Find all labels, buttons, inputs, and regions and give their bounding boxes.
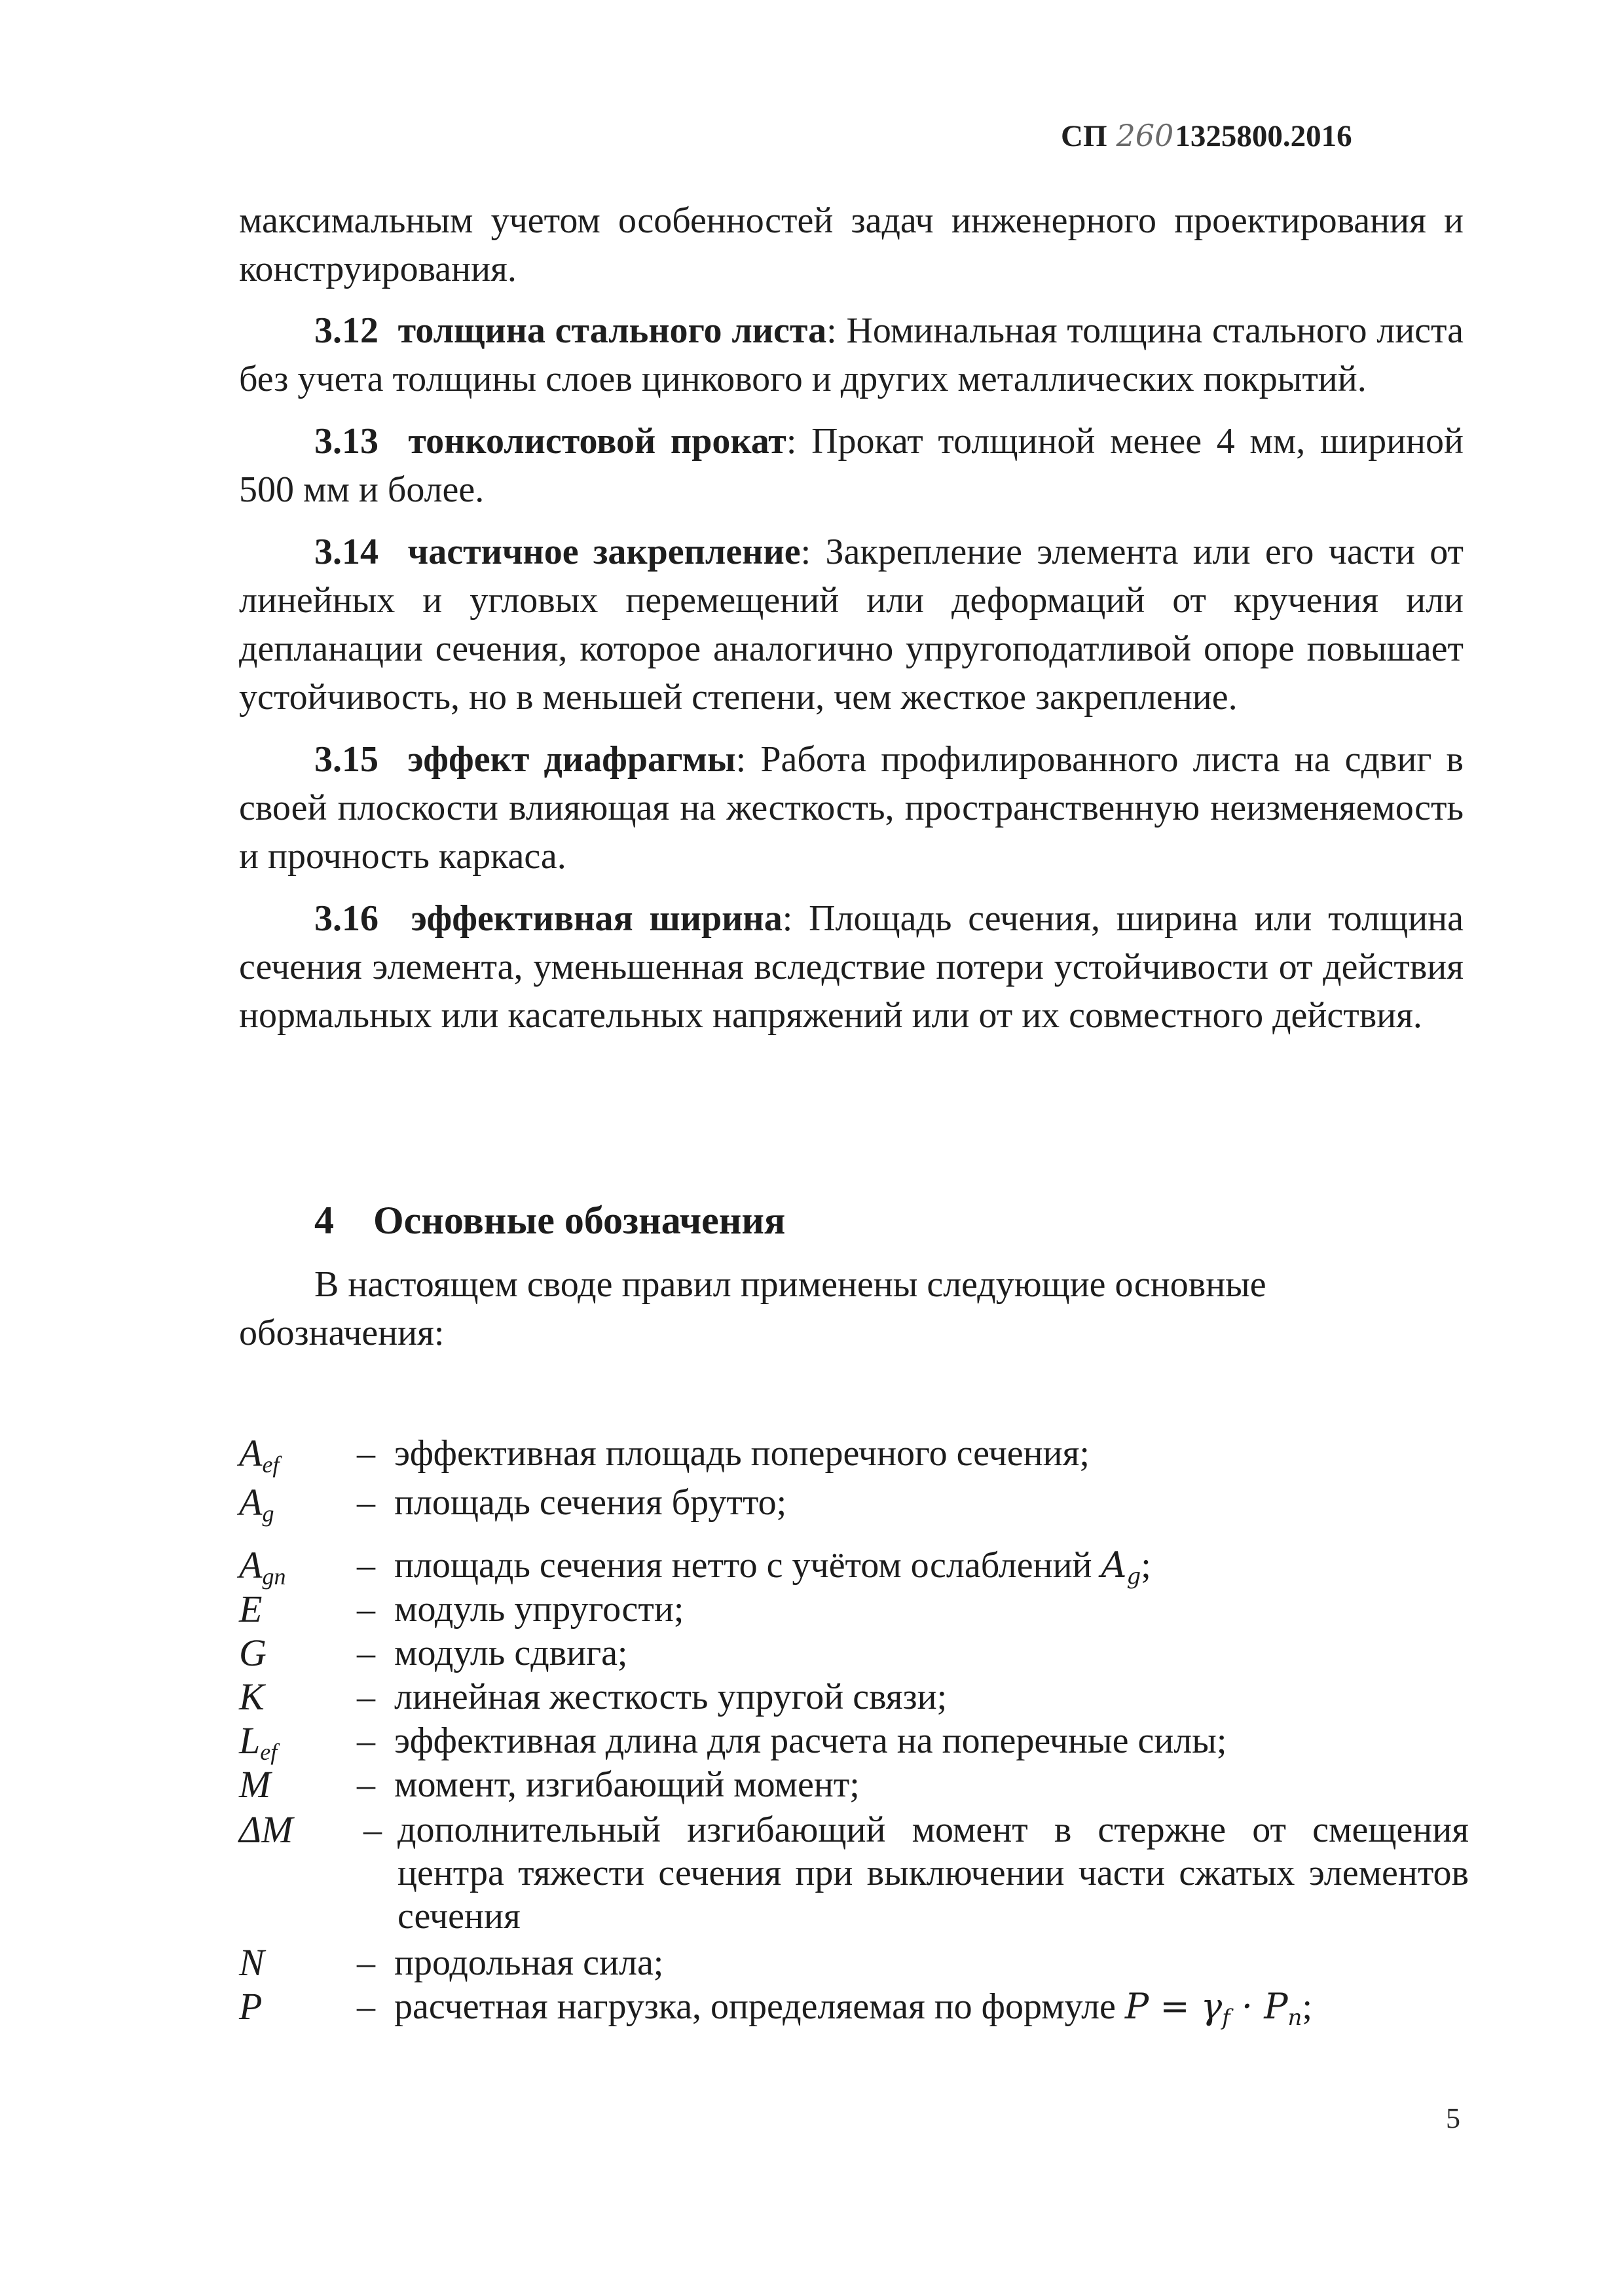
term-number: 3.16 [314,898,378,939]
paragraph-line: конструирования. [239,249,517,289]
document-page: СП 2601325800.2016 максимальным учетом особенностей задач инженерного проектирования и конструирования. 3.12 толщина стального листа: Номинальная толщина стального листа без учета толщины слоев цинкового и других металлических покрытий. 3.13 тонколистовой прокат: Прокат толщиной менее 4 мм, шириной 500 мм и более. 3.14 частичное закрепление: Закрепление элемента или его части от линейных и угловых перемещений или деформаций от кручения или депланации сечения, которое аналогично упругоподатливой опоре повышает устойчивость, но в меньшей степени, чем жесткое закрепление. 3.15 эффект диафрагмы: Работа профилированного листа на сдвиг в своей плоскости влияющая на жесткость, пространственную неизменяемость и прочность каркаса. 3.16 эффективная ширина: Площадь сечения, ширина или толщина сечения элемента, уменьшенная вследствие потери устойчивости от действия нормальных или касательных напряжений или от их совместного действия. 4 Основные обозначения В настоящем своде правил применены следующие основные обозначения: $A_{ef}$ – эффективная площадь поперечного сечения; $A_g$ – площадь сечения брутто; $A_{gn}$ – площадь сечения нетто с учётом ослаблений $A_g$; E – модуль упругости; G – модуль сдвига; K – линейная жесткость упругой связи; $L_{ef}$ – эффективная длина для расчета на поперечные силы; M – момент, изгибающий момент; ΔM – дополнительный изгибающий момент в стержне от смещения центра тяжести сечения при выключении части сжатых элементов сечения N – продольная сила; P – расчетная нагрузка, определяемая по формуле $P = \gamma_f \cdot P_n$; 5 [239,118,1469,2134]
symbol-description: модуль упругости; [394,1589,684,1630]
symbol: $L_{ef}$ [239,1719,278,1765]
term-number: 3.14 [314,532,378,572]
symbol: $A_g$ [239,1481,274,1527]
symbol-description: продольная сила; [394,1942,664,1983]
term-3-15: 3.15 эффект диафрагмы: Работа профилированного листа на сдвиг в своей плоскости влияющая на жесткость, пространственную неизменяемость и прочность каркаса. [239,735,1464,881]
section-heading [314,1198,785,1243]
symbol-description: эффективная площадь поперечного сечения; [394,1433,1090,1474]
term-definition: Прокат толщиной менее 4 мм, шириной [796,421,1464,462]
symbol-description: расчетная нагрузка, определяемая по формуле $P = \gamma_f \cdot P_n$; [394,1986,1313,2031]
symbol-description: площадь сечения нетто с учётом ослаблений $A_g$; [394,1544,1151,1590]
term-3-13: 3.13 тонколистовой прокат: Прокат толщиной менее 4 мм, шириной 500 мм и более. [239,417,1464,514]
paragraph-line: нормальных или касательных напряжений или от их совместного действия. [239,995,1422,1036]
paragraph-line: и прочность каркаса. [239,836,566,877]
handwritten-number: 260 [1116,118,1174,153]
symbol: G [239,1631,267,1674]
continuation-paragraph [239,196,1464,293]
symbol-reference: $A_g$ [1101,1544,1141,1590]
symbol-description: момент, изгибающий момент; [394,1764,860,1805]
term-number: 3.15 [314,739,378,780]
term-number: 3.12 [314,310,378,351]
term-3-12: 3.12 толщина стального листа: Номинальная толщина стального листа без учета толщины слоев цинкового и других металлических покрытий. [239,306,1464,403]
symbol: $A_{ef}$ [239,1432,280,1478]
term-definition: Площадь сечения, ширина или толщина [792,898,1464,939]
symbol: M [239,1763,271,1806]
paragraph-line: 500 мм и более. [239,469,485,510]
term-name: тонколистовой прокат [408,421,786,462]
term-number: 3.13 [314,421,378,462]
symbol-description: модуль сдвига; [394,1633,628,1673]
term-3-16: 3.16 эффективная ширина: Площадь сечения, ширина или толщина сечения элемента, уменьшенная вследствие потери устойчивости от действия нормальных или касательных напряжений или от их совместного действия. [239,894,1464,1040]
term-3-14: 3.14 частичное закрепление: Закрепление элемента или его части от линейных и угловых перемещений или деформаций от кручения или депланации сечения, которое аналогично упругоподатливой опоре повышает устойчивость, но в меньшей степени, чем жесткое закрепление. [239,528,1464,721]
paragraph-line: В настоящем своде правил применены следующие основные [314,1264,1266,1305]
intro-paragraph [239,1260,1392,1357]
paragraph-line: линейных и угловых перемещений или деформаций от кручения или [239,580,1464,621]
term-name: толщина стального листа [397,310,827,351]
symbol: K [239,1675,265,1718]
term-definition: Закрепление элемента или его части от [811,532,1464,572]
symbol: $A_{gn}$ [239,1544,286,1590]
term-name: эффективная ширина [411,898,783,939]
section-number: 4 [314,1199,334,1242]
symbol-description: дополнительный изгибающий момент в стержне от смещения центра тяжести сечения при выключении части сжатых элементов сечения [397,1810,1469,1937]
symbol: N [239,1941,265,1984]
symbol: E [239,1588,263,1630]
paragraph-line: устойчивость, но в меньшей степени, чем жесткое закрепление. [239,677,1238,718]
term-definition: Номинальная толщина стального листа [836,310,1464,351]
term-name: эффект диафрагмы [407,739,736,780]
paragraph-line: без учета толщины слоев цинкового и других металлических покрытий. [239,359,1367,399]
document-code-header [1061,118,1352,154]
symbol-description: линейная жесткость упругой связи; [394,1677,948,1717]
paragraph-line: сечения элемента, уменьшенная вследствие потери устойчивости от действия [239,947,1464,987]
page-number: 5 [1446,2102,1460,2134]
paragraph-line: своей плоскости влияющая на жесткость, пространственную неизменяемость [239,788,1464,828]
symbol-description: площадь сечения брутто; [394,1482,787,1523]
symbol: P [239,1985,263,2028]
paragraph-line: депланации сечения, которое аналогично упругоподатливой опоре повышает [239,629,1464,669]
term-name: частичное закрепление [407,532,801,572]
symbol-description: эффективная длина для расчета на поперечные силы; [394,1721,1227,1761]
paragraph-line: обозначения: [239,1313,445,1353]
header-prefix: СП [1061,119,1107,153]
term-definition: Работа профилированного листа на сдвиг в [746,739,1464,780]
header-code: 1325800.2016 [1175,119,1352,153]
symbol: ΔM [239,1808,293,1851]
paragraph-line: максимальным учетом особенностей задач инженерного проектирования и [239,200,1464,241]
section-title: Основные обозначения [373,1199,786,1242]
formula: $P = \gamma_f \cdot P_n$ [1124,1986,1302,2031]
